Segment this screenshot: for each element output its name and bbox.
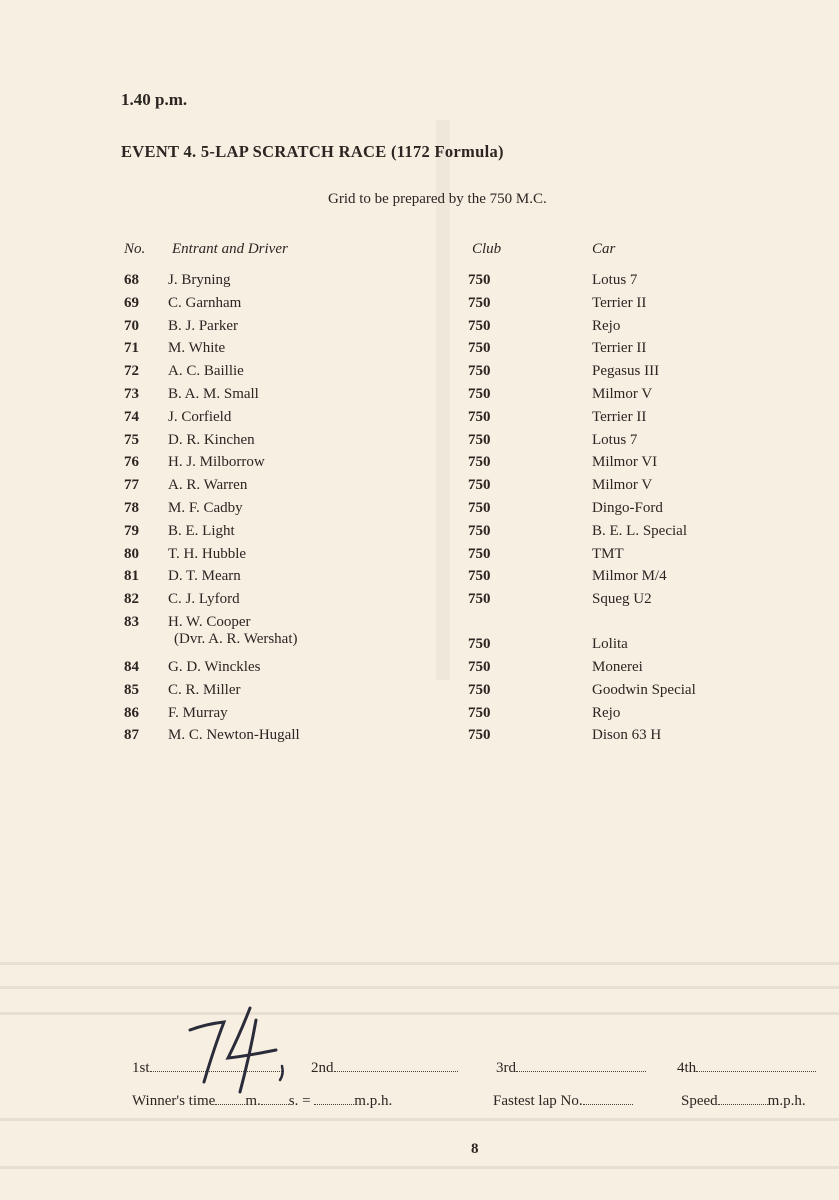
- speed-line: [681, 1093, 806, 1110]
- speed-mph-label: m.p.h.: [767, 1093, 806, 1109]
- entry-car: Terrier II: [592, 340, 647, 357]
- entry-club: 750: [468, 454, 491, 471]
- entry-club: 750: [468, 681, 491, 698]
- entry-club: 750: [468, 294, 491, 311]
- entry-driver: [168, 546, 246, 563]
- entry-row: [0, 614, 839, 659]
- entry-driver-name: F. Murray: [168, 704, 228, 721]
- entry-driver: [168, 477, 247, 494]
- entry-row: [0, 659, 839, 682]
- entry-driver-name: G. D. Winckles: [168, 658, 261, 675]
- entry-row: [0, 340, 839, 363]
- entry-car: Rejo: [592, 704, 621, 721]
- entry-row: [0, 432, 839, 455]
- entry-row: [0, 477, 839, 500]
- entry-car: Milmor M/4: [592, 568, 667, 585]
- result-second-label: 2nd: [311, 1060, 334, 1076]
- entry-driver-name: D. R. Kinchen: [168, 431, 255, 448]
- entry-club: 750: [468, 568, 491, 585]
- bleed-through-line: [0, 1012, 839, 1015]
- fastest-lap-label: Fastest lap No.: [493, 1093, 583, 1109]
- entry-car: Rejo: [592, 317, 621, 334]
- entry-row: [0, 546, 839, 569]
- entry-club: 750: [468, 704, 491, 721]
- entry-driver-name: M. C. Newton-Hugall: [168, 727, 300, 744]
- entry-driver-name: T. H. Hubble: [168, 545, 247, 562]
- entry-driver-name: A. R. Warren: [168, 477, 248, 494]
- entry-list: [0, 272, 839, 750]
- entry-driver: [168, 659, 260, 676]
- speed-label: Speed: [681, 1093, 718, 1109]
- entry-driver-name: M. F. Cadby: [168, 499, 243, 516]
- entry-car: Terrier II: [592, 408, 647, 425]
- entry-driver: [168, 727, 300, 744]
- winners-time-label: Winner's time: [132, 1093, 216, 1109]
- entry-car: Dison 63 H: [592, 727, 662, 744]
- entry-number: 81: [124, 568, 139, 585]
- entry-driver: [168, 591, 240, 608]
- entry-car: Monerei: [592, 658, 643, 675]
- header-car: Car: [592, 241, 616, 257]
- entry-car: Milmor V: [592, 385, 653, 402]
- result-third: [496, 1060, 646, 1077]
- result-second: [311, 1060, 458, 1077]
- entry-number: 82: [124, 591, 139, 608]
- entry-driver: [168, 318, 238, 335]
- entry-club: 750: [468, 431, 491, 448]
- entry-number: 69: [124, 294, 139, 311]
- entry-number: 78: [124, 499, 139, 516]
- entry-number: 84: [124, 658, 139, 675]
- entry-driver: [168, 363, 244, 380]
- entry-row: [0, 272, 839, 295]
- entry-club: 750: [468, 522, 491, 539]
- entry-number: 87: [124, 727, 139, 744]
- winners-time-line: [132, 1093, 392, 1110]
- entry-driver: [168, 682, 241, 699]
- entry-car: B. E. L. Special: [592, 522, 687, 539]
- entry-car: Milmor V: [592, 477, 653, 494]
- handwritten-winner-number: [184, 1000, 294, 1095]
- entry-number: 76: [124, 454, 139, 471]
- entry-row: [0, 386, 839, 409]
- entry-driver: [168, 500, 243, 517]
- entry-club: 750: [468, 545, 491, 562]
- entry-club: 750: [468, 317, 491, 334]
- entry-number: 80: [124, 545, 139, 562]
- bleed-through-line: [0, 986, 839, 989]
- entry-row: [0, 454, 839, 477]
- entry-driver: [168, 295, 241, 312]
- bleed-through-line: [0, 1118, 839, 1121]
- entry-number: 73: [124, 385, 139, 402]
- seconds-label: s. =: [288, 1093, 311, 1109]
- result-third-label: 3rd: [496, 1060, 516, 1076]
- entry-club: 750: [468, 727, 491, 744]
- entry-driver-name: B. E. Light: [168, 522, 235, 539]
- entry-driver-name: M. White: [168, 340, 226, 357]
- entry-number: 68: [124, 272, 139, 288]
- event-title: EVENT 4. 5-LAP SCRATCH RACE (1172 Formula): [121, 142, 504, 161]
- entry-number: 75: [124, 431, 139, 448]
- entry-club: 750: [468, 635, 491, 652]
- result-fourth-label: 4th: [677, 1060, 697, 1076]
- entry-number: 74: [124, 408, 139, 425]
- entry-row: [0, 727, 839, 750]
- entry-club: 750: [468, 272, 491, 288]
- entry-car: Lolita: [592, 635, 628, 652]
- entry-row: [0, 705, 839, 728]
- entry-number: 86: [124, 704, 139, 721]
- page-number: 8: [471, 1141, 479, 1157]
- entry-row: [0, 295, 839, 318]
- mph-label: m.p.h.: [354, 1093, 393, 1109]
- entry-car: Milmor VI: [592, 454, 658, 471]
- entry-driver-name: C. Garnham: [168, 294, 242, 311]
- entry-car: Lotus 7: [592, 272, 638, 288]
- entry-row: [0, 318, 839, 341]
- entry-car: Goodwin Special: [592, 681, 696, 698]
- entry-driver-name: C. R. Miller: [168, 681, 241, 698]
- entry-number: 79: [124, 522, 139, 539]
- entry-club: 750: [468, 499, 491, 516]
- entry-driver-name: J. Bryning: [168, 272, 231, 288]
- entry-driver-name: B. A. M. Small: [168, 385, 259, 402]
- entry-driver: [168, 340, 225, 357]
- header-club: Club: [472, 241, 502, 257]
- result-fourth: [677, 1060, 816, 1077]
- entry-car: Pegasus III: [592, 363, 660, 380]
- entry-row: [0, 682, 839, 705]
- grid-note: Grid to be prepared by the 750 M.C.: [328, 191, 547, 207]
- event-time: 1.40 p.m.: [121, 90, 188, 109]
- entry-driver-name: H. J. Milborrow: [168, 454, 265, 471]
- entry-row: [0, 591, 839, 614]
- entry-car: Lotus 7: [592, 431, 638, 448]
- entry-car: Squeg U2: [592, 591, 652, 608]
- entry-driver-name: C. J. Lyford: [168, 591, 240, 608]
- entry-driver-name: J. Corfield: [168, 408, 232, 425]
- entry-number: 71: [124, 340, 139, 357]
- entry-driver: [168, 409, 231, 426]
- entry-driver-note: (Dvr. A. R. Wershat): [174, 630, 298, 647]
- entry-row: [0, 409, 839, 432]
- entry-club: 750: [468, 658, 491, 675]
- entry-number: 85: [124, 681, 139, 698]
- entry-car: TMT: [592, 545, 624, 562]
- entry-number: 70: [124, 317, 139, 334]
- bleed-through-line: [0, 962, 839, 965]
- entry-row: [0, 363, 839, 386]
- fastest-lap-line: [493, 1093, 633, 1110]
- header-driver: Entrant and Driver: [172, 241, 288, 257]
- entry-driver: [168, 454, 265, 471]
- entry-club: 750: [468, 408, 491, 425]
- entry-row: [0, 568, 839, 591]
- entry-club: 750: [468, 340, 491, 357]
- minutes-label: m.: [245, 1093, 261, 1109]
- entry-driver-name: B. J. Parker: [168, 317, 238, 334]
- entry-driver: [168, 386, 259, 403]
- result-first-label: 1st: [132, 1060, 150, 1076]
- entry-driver: [168, 523, 235, 540]
- entry-driver: [168, 614, 298, 648]
- entry-car: Terrier II: [592, 294, 647, 311]
- entry-club: 750: [468, 477, 491, 494]
- entry-driver: [168, 568, 241, 585]
- header-no: No.: [124, 241, 146, 257]
- entry-driver-name: H. W. Cooper: [168, 613, 251, 630]
- entry-number: 83: [124, 613, 139, 630]
- entry-car: Dingo-Ford: [592, 499, 663, 516]
- bleed-through-line: [0, 1166, 839, 1169]
- entry-row: [0, 500, 839, 523]
- entry-number: 72: [124, 363, 139, 380]
- entry-driver-name: D. T. Mearn: [168, 568, 241, 585]
- entry-number: 77: [124, 477, 139, 494]
- entry-driver-name: A. C. Baillie: [168, 363, 244, 380]
- entry-driver: [168, 272, 231, 289]
- entry-club: 750: [468, 363, 491, 380]
- entry-club: 750: [468, 385, 491, 402]
- entry-driver: [168, 705, 228, 722]
- entry-driver: [168, 432, 255, 449]
- entry-club: 750: [468, 591, 491, 608]
- entry-row: [0, 523, 839, 546]
